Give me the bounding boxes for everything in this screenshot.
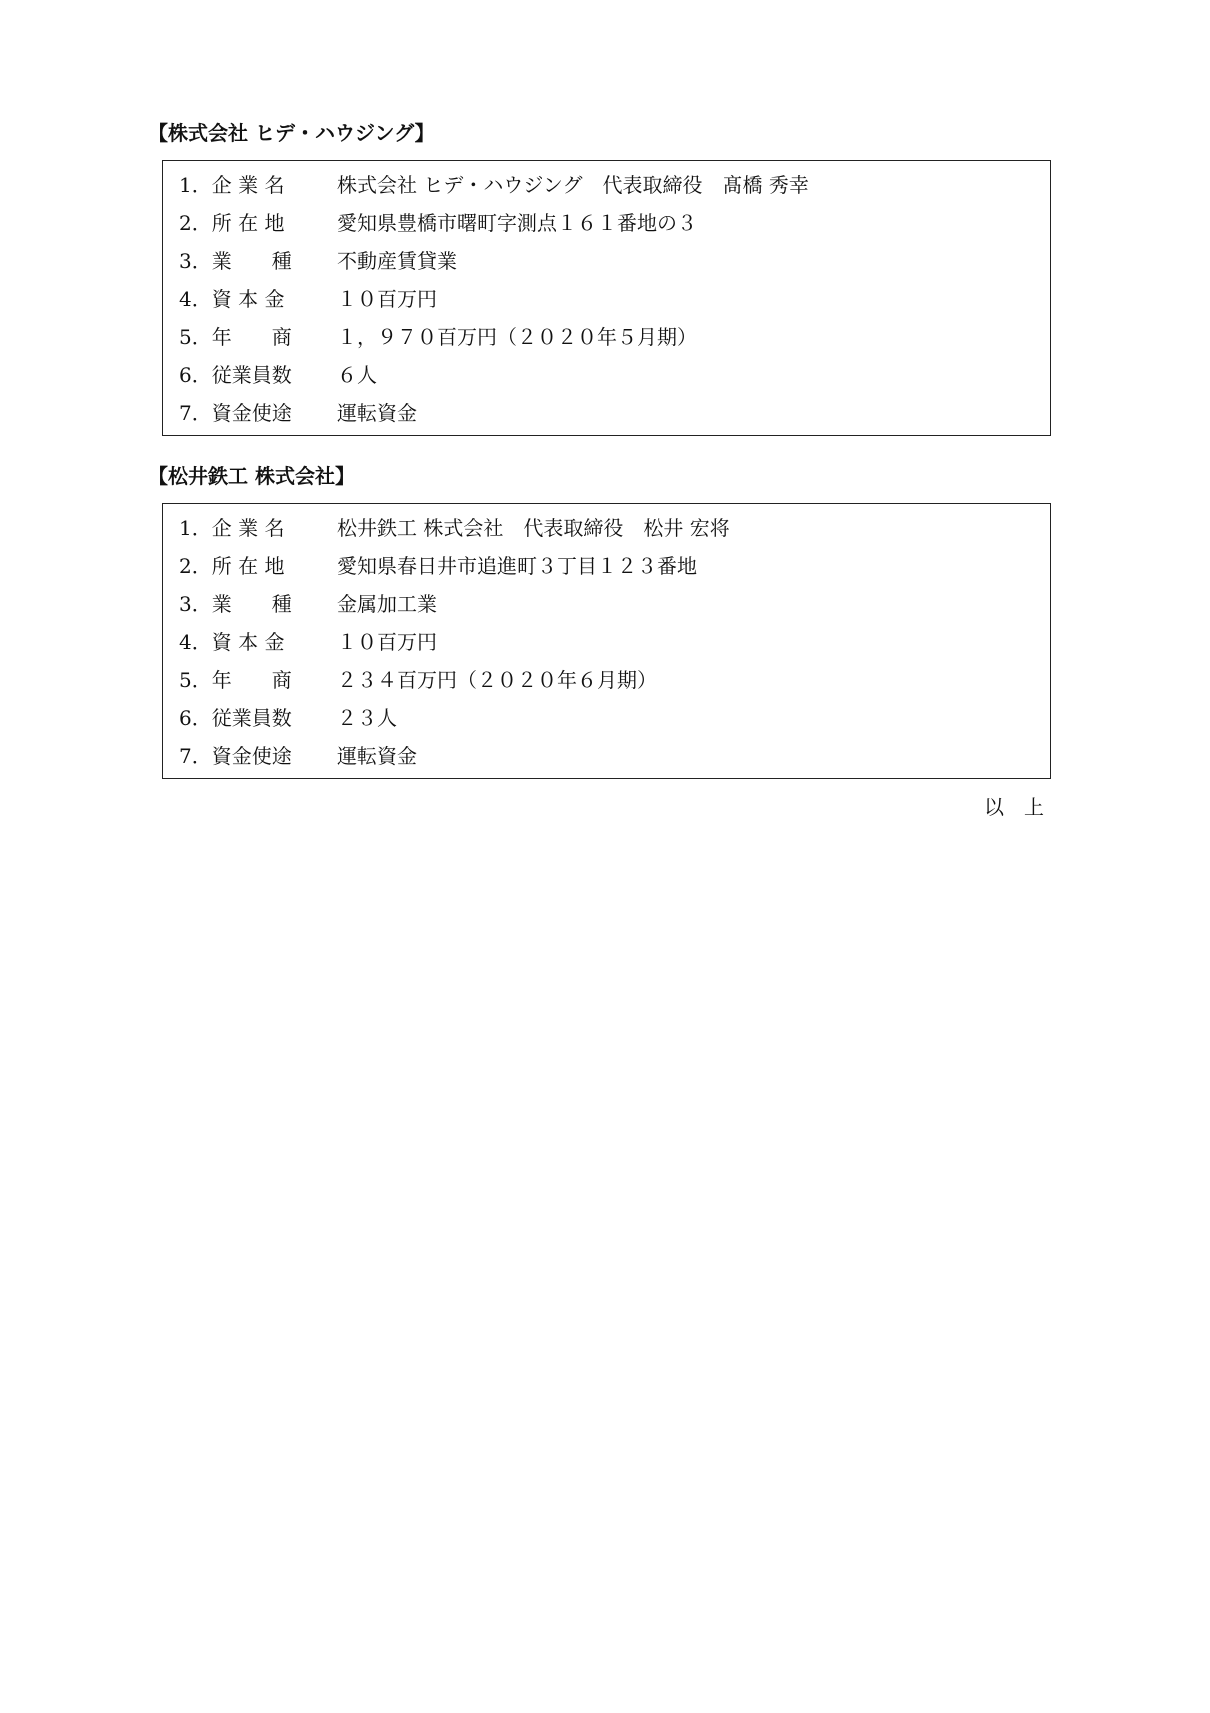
row-label: 1．企 業 名 bbox=[179, 173, 285, 197]
table-row-address bbox=[163, 204, 1050, 242]
row-value: 不動産賃貸業 bbox=[337, 249, 457, 273]
row-value: １０百万円 bbox=[337, 630, 437, 654]
row-value: ２３人 bbox=[337, 706, 397, 730]
table-row-capital bbox=[163, 623, 1050, 661]
row-label: 1．企 業 名 bbox=[179, 516, 285, 540]
row-label: 3．業 種 bbox=[179, 249, 292, 273]
row-label: 2．所 在 地 bbox=[179, 554, 285, 578]
row-value: 愛知県豊橋市曙町字測点１６１番地の３ bbox=[337, 211, 697, 235]
company-1-info-table bbox=[162, 160, 1051, 436]
row-label: 7．資金使途 bbox=[179, 401, 292, 425]
row-value: 金属加工業 bbox=[337, 592, 437, 616]
row-label: 4．資 本 金 bbox=[179, 287, 285, 311]
table-row-industry bbox=[163, 242, 1050, 280]
table-row-employees bbox=[163, 356, 1050, 394]
row-value: 株式会社 ヒデ・ハウジング 代表取締役 髙橋 秀幸 bbox=[337, 173, 809, 197]
row-label: 6．従業員数 bbox=[179, 706, 292, 730]
table-row-address bbox=[163, 547, 1050, 585]
table-row-employees bbox=[163, 699, 1050, 737]
row-value: 運転資金 bbox=[337, 401, 417, 425]
table-row-company-name bbox=[163, 509, 1050, 547]
table-row-annual-sales bbox=[163, 661, 1050, 699]
row-value: 松井鉄工 株式会社 代表取締役 松井 宏将 bbox=[337, 516, 730, 540]
row-label: 2．所 在 地 bbox=[179, 211, 285, 235]
row-value: 愛知県春日井市追進町３丁目１２３番地 bbox=[337, 554, 697, 578]
row-label: 5．年 商 bbox=[179, 668, 292, 692]
row-value: 運転資金 bbox=[337, 744, 417, 768]
row-label: 6．従業員数 bbox=[179, 363, 292, 387]
row-value: ２３４百万円（２０２０年６月期） bbox=[337, 668, 657, 692]
table-row-fund-use bbox=[163, 394, 1050, 432]
company-1-heading: 【株式会社 ヒデ・ハウジング】 bbox=[148, 121, 435, 145]
row-label: 4．資 本 金 bbox=[179, 630, 285, 654]
row-value: １，９７０百万円（２０２０年５月期） bbox=[337, 325, 697, 349]
table-row-fund-use bbox=[163, 737, 1050, 775]
row-label: 7．資金使途 bbox=[179, 744, 292, 768]
company-2-heading: 【松井鉄工 株式会社】 bbox=[148, 464, 355, 488]
table-row-capital bbox=[163, 280, 1050, 318]
row-value: １０百万円 bbox=[337, 287, 437, 311]
table-row-industry bbox=[163, 585, 1050, 623]
table-row-annual-sales bbox=[163, 318, 1050, 356]
table-row-company-name bbox=[163, 166, 1050, 204]
row-label: 3．業 種 bbox=[179, 592, 292, 616]
row-value: ６人 bbox=[337, 363, 377, 387]
row-label: 5．年 商 bbox=[179, 325, 292, 349]
company-2-info-table bbox=[162, 503, 1051, 779]
closing-mark: 以 上 bbox=[984, 795, 1044, 819]
